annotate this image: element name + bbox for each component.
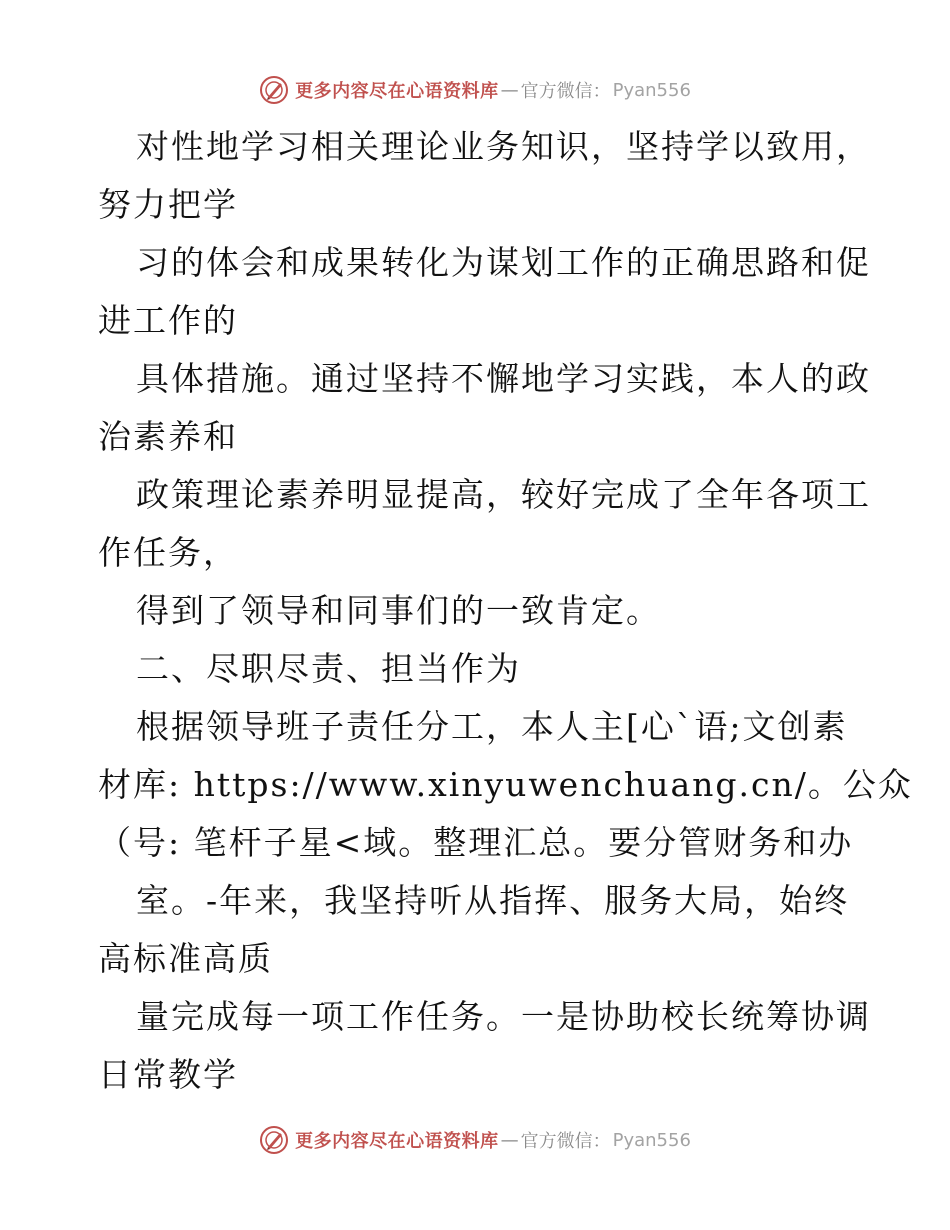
text-line: 高标准高质 bbox=[98, 939, 273, 978]
header-dash: — bbox=[500, 79, 519, 101]
text-line: 作任务， bbox=[98, 533, 238, 572]
text-line: 根据领导班子责任分工，本人主[心`语;文创素 bbox=[136, 707, 848, 746]
text-line: 习的体会和成果转化为谋划工作的正确思路和促 bbox=[136, 243, 871, 282]
text-line: 治素养和 bbox=[98, 417, 238, 456]
footer-wechat-handle: Pyan556 bbox=[612, 1129, 691, 1151]
header-watermark bbox=[0, 70, 950, 110]
text-line: 进工作的 bbox=[98, 301, 238, 340]
text-line: 政策理论素养明显提高，较好完成了全年各项工 bbox=[136, 475, 871, 514]
text-line: （号: 笔杆子星<域。整理汇总。要分管财务和办 bbox=[98, 823, 854, 862]
footer-promo-text: 更多内容尽在心语资料库 bbox=[295, 1131, 499, 1152]
text-line: 具体措施。通过坚持不懈地学习实践，本人的政 bbox=[136, 359, 871, 398]
section-heading: 二、尽职尽责、担当作为 bbox=[136, 649, 521, 688]
text-line: 对性地学习相关理论业务知识，坚持学以致用， bbox=[136, 127, 871, 166]
text-line: 材库: https://www.xinyuwenchuang.cn/。公众 bbox=[98, 765, 913, 804]
text-line: 量完成每一项工作任务。一是协助校长统筹协调 bbox=[136, 997, 871, 1036]
header-wechat-handle: Pyan556 bbox=[612, 79, 691, 101]
header-promo-text: 更多内容尽在心语资料库 bbox=[295, 81, 499, 102]
footer-watermark bbox=[0, 1120, 950, 1160]
document-body bbox=[98, 118, 913, 1104]
text-line: 努力把学 bbox=[98, 185, 238, 224]
header-wechat-label: 官方微信： bbox=[520, 81, 611, 102]
text-line: 得到了领导和同事们的一致肯定。 bbox=[136, 591, 661, 630]
text-line: 室。-年来，我坚持听从指挥、服务大局，始终 bbox=[136, 881, 850, 920]
pen-logo-icon bbox=[259, 75, 289, 105]
footer-wechat-label: 官方微信： bbox=[520, 1131, 611, 1152]
footer-dash: — bbox=[500, 1129, 519, 1151]
text-line: 日常教学 bbox=[98, 1055, 238, 1094]
pen-logo-icon bbox=[259, 1125, 289, 1155]
